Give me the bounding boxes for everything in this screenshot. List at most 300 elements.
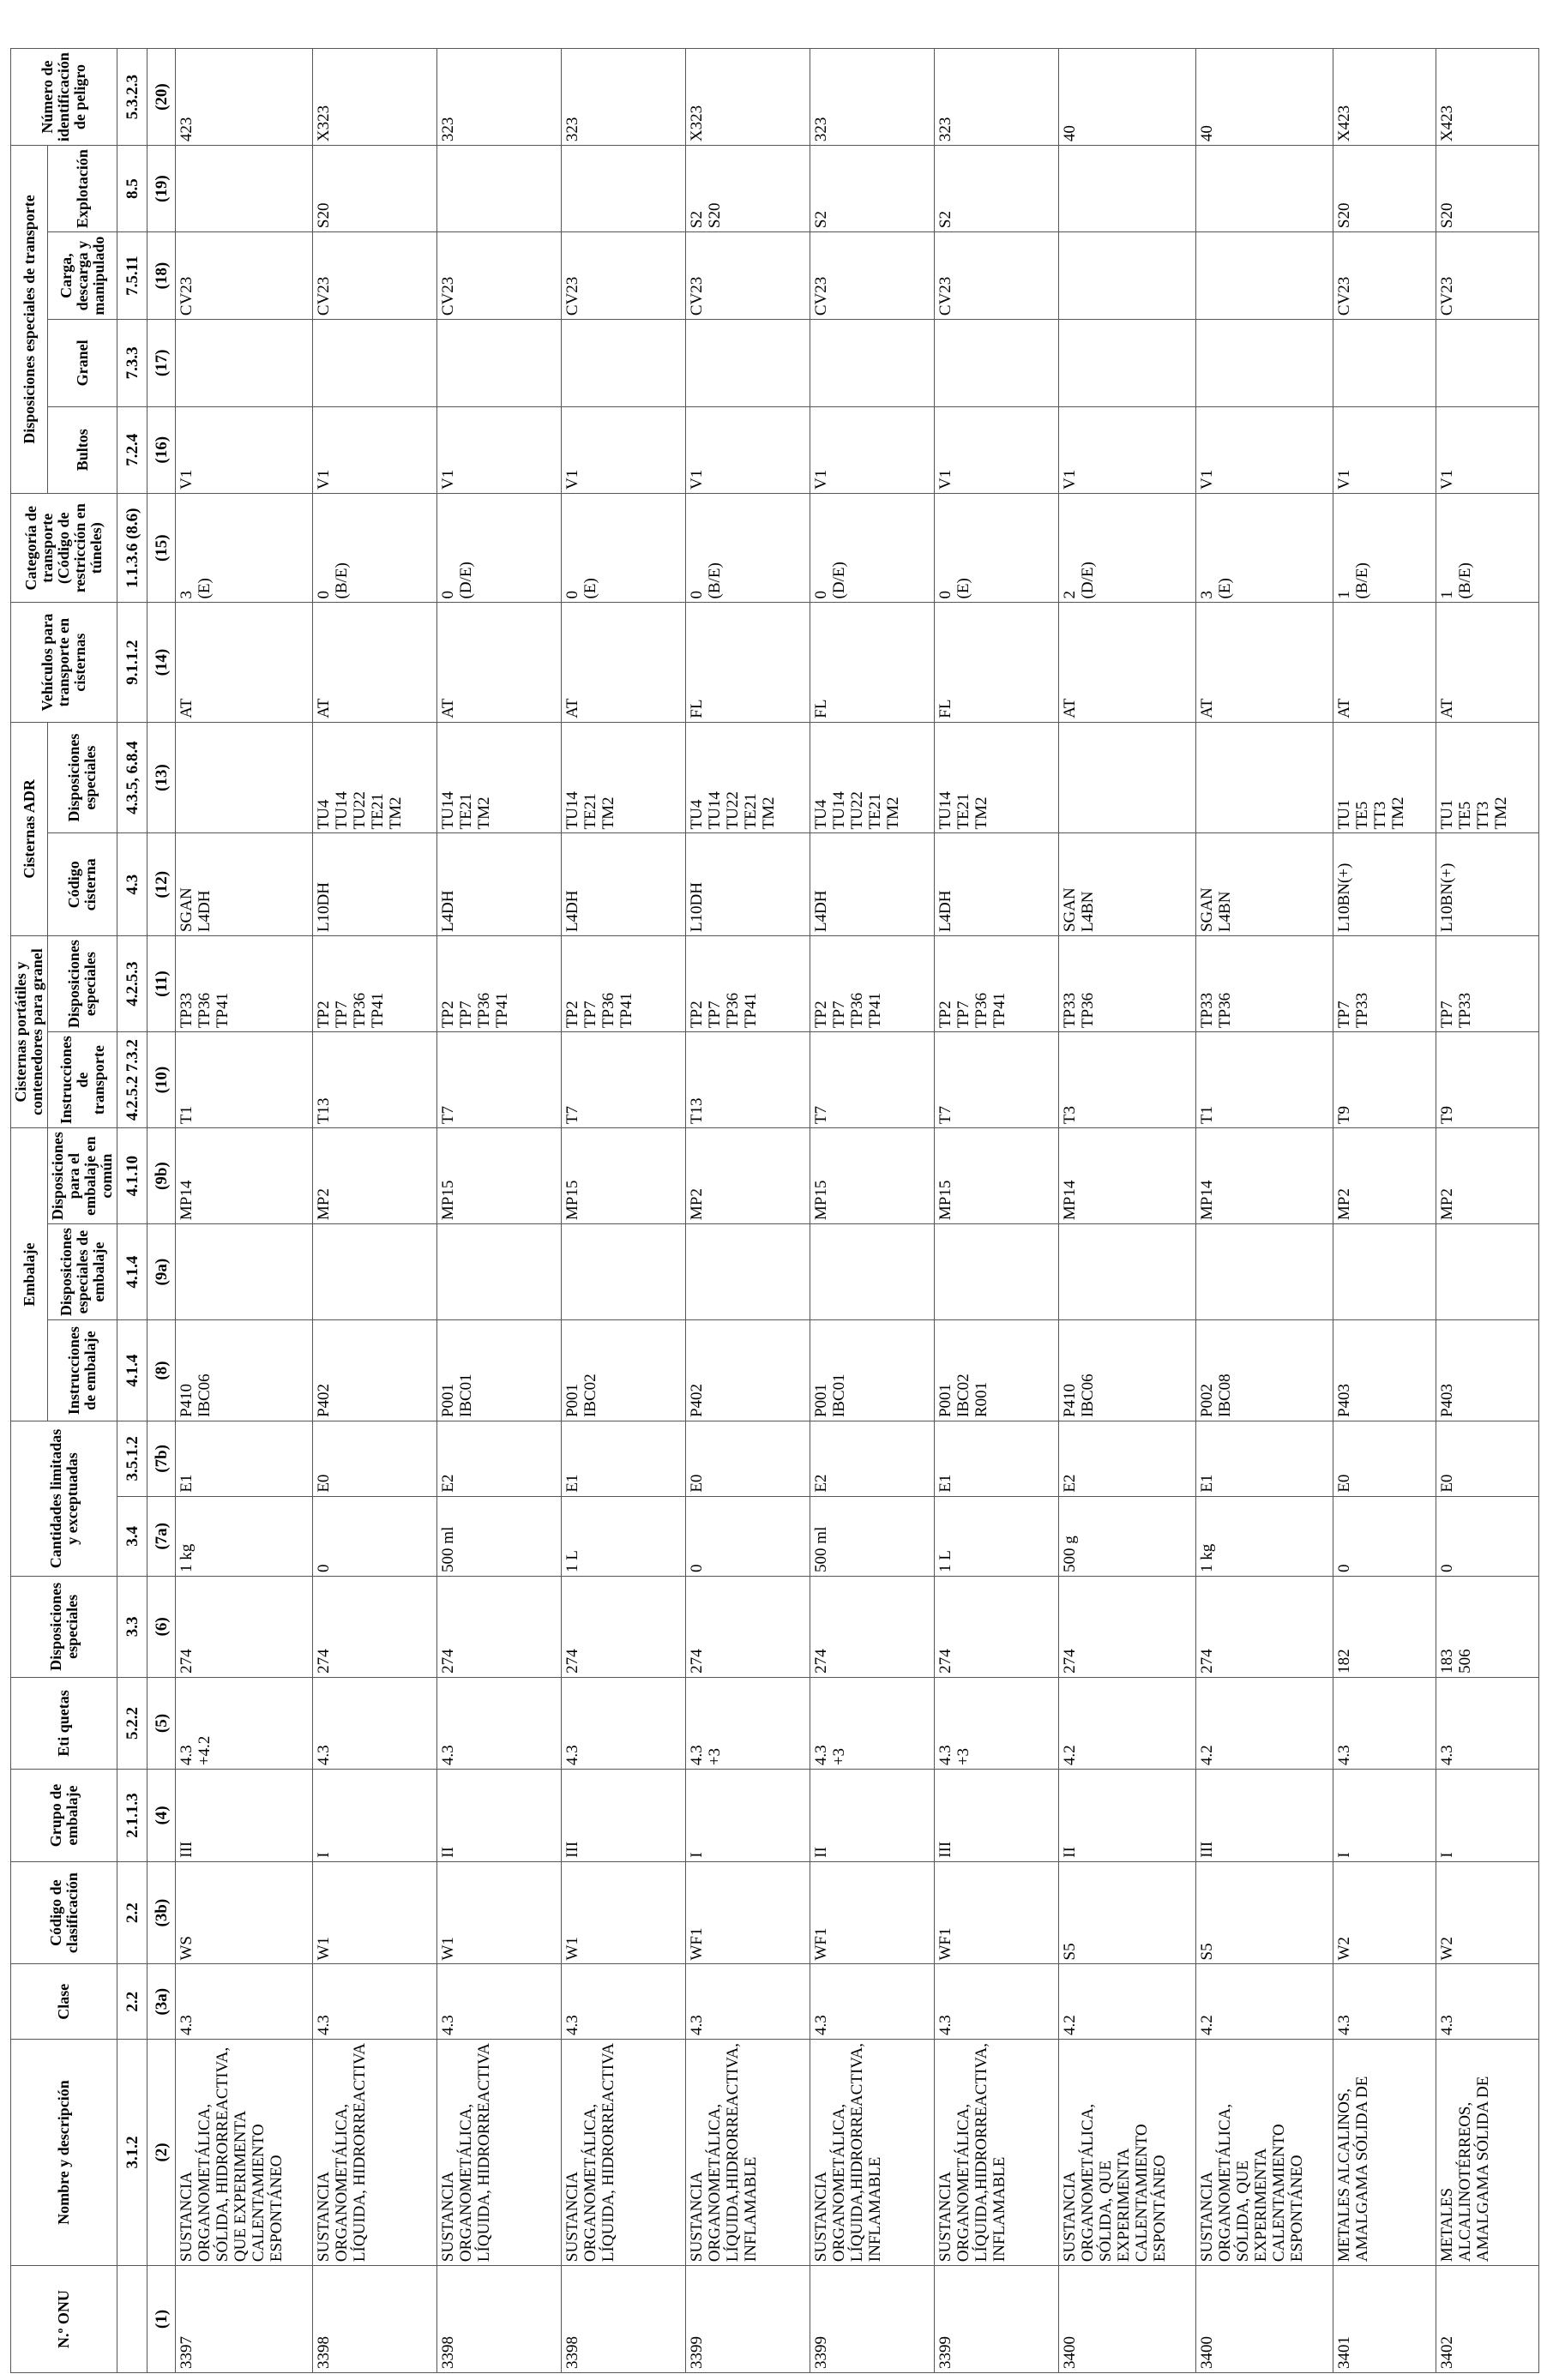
table-cell: [1196, 1224, 1333, 1320]
table-cell: MP14: [1059, 1128, 1196, 1224]
table-cell: SUSTANCIA ORGANOMETÁLICA, LÍQUIDA, HIDRORREACTIVA: [562, 2039, 686, 2265]
table-cell: MP14: [1196, 1128, 1333, 1224]
table-cell: MP2: [313, 1128, 437, 1224]
table-cell: 4.3: [176, 1964, 313, 2039]
reference-cell: 4.1.4: [117, 1320, 147, 1421]
table-cell: SGAN L4BN: [1059, 833, 1196, 936]
reference-cell: 2.2: [117, 1861, 147, 1964]
table-cell: E2: [810, 1421, 935, 1497]
table-cell: T9: [1436, 1032, 1539, 1128]
table-cell: 274: [810, 1576, 935, 1677]
column-code-cell: (7a): [147, 1496, 176, 1576]
table-cell: WF1: [686, 1861, 810, 1964]
table-cell: W2: [1333, 1861, 1436, 1964]
table-cell: 4.3 +4.2: [176, 1677, 313, 1769]
header-mixed-packing: Disposiciones para el embalaje en común: [48, 1128, 117, 1224]
table-cell: 3400: [1196, 2266, 1333, 2373]
table-cell: 40: [1059, 49, 1196, 146]
table-cell: 500 g: [1059, 1496, 1196, 1576]
table-cell: TU14 TE21 TM2: [437, 722, 562, 833]
table-cell: 0 (D/E): [437, 493, 562, 602]
table-cell: 4.2: [1059, 1964, 1196, 2039]
table-cell: TP33 TP36 TP41: [176, 936, 313, 1032]
table-cell: E1: [935, 1421, 1059, 1497]
table-cell: 0 (B/E): [313, 493, 437, 602]
table-cell: E0: [686, 1421, 810, 1497]
table-cell: 182: [1333, 1576, 1436, 1677]
table-cell: P001 IBC02 R001: [935, 1320, 1059, 1421]
table-cell: [562, 320, 686, 406]
table-cell: T1: [176, 1032, 313, 1128]
table-cell: II: [810, 1770, 935, 1862]
table-cell: L10BN(+): [1436, 833, 1539, 936]
table-cell: L4DH: [437, 833, 562, 936]
header-adr-tank-special-provisions: Disposiciones especiales: [48, 722, 117, 833]
header-hazard-id: Número de identificación de peligro: [11, 49, 117, 146]
table-cell: [1333, 320, 1436, 406]
table-cell: [686, 1224, 810, 1320]
column-code-cell: (8): [147, 1320, 176, 1421]
table-cell: 1 L: [935, 1496, 1059, 1576]
table-cell: 274: [562, 1576, 686, 1677]
column-code-cell: (14): [147, 603, 176, 722]
table-cell: S2: [935, 146, 1059, 232]
table-cell: S5: [1196, 1861, 1333, 1964]
column-code-cell: (9a): [147, 1224, 176, 1320]
header-packing-group: Grupo de embalaje: [11, 1770, 117, 1862]
table-cell: III: [935, 1770, 1059, 1862]
table-cell: 1 L: [562, 1496, 686, 1576]
table-cell: W2: [1436, 1861, 1539, 1964]
table-cell: WF1: [935, 1861, 1059, 1964]
table-cell: 274: [1196, 1576, 1333, 1677]
table-cell: SGAN L4DH: [176, 833, 313, 936]
table-cell: 4.3: [313, 1964, 437, 2039]
table-cell: 0 (B/E): [686, 493, 810, 602]
column-code-cell: (1): [147, 2266, 176, 2373]
column-code-cell: (3b): [147, 1861, 176, 1964]
column-code-cell: (10): [147, 1032, 176, 1128]
table-cell: CV23: [1333, 232, 1436, 320]
table-cell: X423: [1333, 49, 1436, 146]
table-cell: TU1 TE5 TT3 TM2: [1436, 722, 1539, 833]
table-cell: X323: [686, 49, 810, 146]
table-cell: 3398: [437, 2266, 562, 2373]
table-cell: 3 (E): [1196, 493, 1333, 602]
table-cell: 3401: [1333, 2266, 1436, 2373]
column-code-cell: (6): [147, 1576, 176, 1677]
table-cell: 323: [437, 49, 562, 146]
table-cell: TU4 TU14 TU22 TE21 TM2: [313, 722, 437, 833]
table-cell: 3399: [935, 2266, 1059, 2373]
table-cell: V1: [1059, 406, 1196, 493]
table-cell: 3399: [810, 2266, 935, 2373]
table-cell: METALES ALCALINOS, AMALGAMA SÓLIDA DE: [1333, 2039, 1436, 2265]
table-cell: TP2 TP7 TP36 TP41: [686, 936, 810, 1032]
column-code-cell: (15): [147, 493, 176, 602]
table-cell: E0: [1436, 1421, 1539, 1497]
table-cell: 4.2: [1196, 1677, 1333, 1769]
table-cell: MP15: [437, 1128, 562, 1224]
reference-cell: 4.3: [117, 833, 147, 936]
table-cell: CV23: [686, 232, 810, 320]
table-cell: T3: [1059, 1032, 1196, 1128]
table-cell: L10DH: [686, 833, 810, 936]
table-cell: P001 IBC01: [437, 1320, 562, 1421]
table-cell: [1196, 146, 1333, 232]
table-cell: 274: [176, 1576, 313, 1677]
table-cell: FL: [935, 603, 1059, 722]
table-row: [686, 49, 810, 2373]
table-cell: 4.3 +3: [935, 1677, 1059, 1769]
table-cell: P402: [686, 1320, 810, 1421]
sheet-inner: [10, 48, 1539, 2373]
table-cell: CV23: [1436, 232, 1539, 320]
header-packaging-group: Embalaje: [11, 1128, 48, 1421]
table-cell: 4.3: [562, 1964, 686, 2039]
table-cell: 3 (E): [176, 493, 313, 602]
table-row: [313, 49, 437, 2373]
table-cell: 0 (E): [562, 493, 686, 602]
table-cell: 4.3: [810, 1964, 935, 2039]
table-cell: S2 S20: [686, 146, 810, 232]
header-special-provisions: Disposiciones especiales: [11, 1576, 117, 1677]
table-cell: SUSTANCIA ORGANOMETÁLICA, SÓLIDA, HIDRORREACTIVA, QUE EXPERIMENTA CALENTAMIENTO ESPONTÁNEO: [176, 2039, 313, 2265]
table-cell: AT: [313, 603, 437, 722]
table-cell: [437, 320, 562, 406]
table-cell: I: [313, 1770, 437, 1862]
table-cell: 4.3: [1436, 1964, 1539, 2039]
table-row: [1436, 49, 1539, 2373]
table-cell: S20: [1436, 146, 1539, 232]
header-packing-instructions: Instrucciones de embalaje: [48, 1320, 117, 1421]
table-cell: TP2 TP7 TP36 TP41: [562, 936, 686, 1032]
table-cell: L10DH: [313, 833, 437, 936]
reference-cell: 1.1.3.6 (8.6): [117, 493, 147, 602]
table-cell: L4DH: [810, 833, 935, 936]
table-cell: 2 (D/E): [1059, 493, 1196, 602]
table-cell: S20: [313, 146, 437, 232]
table-cell: WF1: [810, 1861, 935, 1964]
table-cell: AT: [1059, 603, 1196, 722]
table-cell: V1: [1196, 406, 1333, 493]
table-cell: E1: [176, 1421, 313, 1497]
table-cell: SUSTANCIA ORGANOMETÁLICA, LÍQUIDA, HIDRORREACTIVA: [313, 2039, 437, 2265]
table-cell: S2: [810, 146, 935, 232]
table-cell: [810, 320, 935, 406]
column-code-cell: (5): [147, 1677, 176, 1769]
dangerous-goods-table: [10, 48, 1539, 2373]
table-cell: 3398: [313, 2266, 437, 2373]
table-cell: 500 ml: [437, 1496, 562, 1576]
table-cell: L4DH: [935, 833, 1059, 936]
table-cell: P002 IBC08: [1196, 1320, 1333, 1421]
reference-cell: 2.1.1.3: [117, 1770, 147, 1862]
table-cell: 4.3 +3: [810, 1677, 935, 1769]
table-cell: 4.3: [1333, 1964, 1436, 2039]
header-special-transport-group: Disposiciones especiales de transporte: [11, 146, 48, 494]
table-cell: SUSTANCIA ORGANOMETÁLICA, LÍQUIDA,HIDRORREACTIVA, INFLAMABLE: [935, 2039, 1059, 2265]
column-code-cell: (16): [147, 406, 176, 493]
table-row: [810, 49, 935, 2373]
header-name: Nombre y descripción: [11, 2039, 117, 2265]
table-cell: P403: [1436, 1320, 1539, 1421]
header-tank-special-provisions: Disposiciones especiales: [48, 936, 117, 1032]
table-cell: AT: [437, 603, 562, 722]
table-cell: CV23: [313, 232, 437, 320]
table-cell: MP2: [686, 1128, 810, 1224]
table-cell: [1333, 1224, 1436, 1320]
table-cell: [935, 320, 1059, 406]
table-cell: [562, 1224, 686, 1320]
table-cell: TP2 TP7 TP36 TP41: [437, 936, 562, 1032]
table-cell: 4.2: [1196, 1964, 1333, 2039]
table-cell: 500 ml: [810, 1496, 935, 1576]
table-cell: [1436, 320, 1539, 406]
table-cell: 323: [935, 49, 1059, 146]
table-cell: SUSTANCIA ORGANOMETÁLICA, LÍQUIDA,HIDRORREACTIVA, INFLAMABLE: [686, 2039, 810, 2265]
table-cell: E1: [1196, 1421, 1333, 1497]
table-cell: [1059, 146, 1196, 232]
header-bulk: Granel: [48, 320, 117, 406]
reference-cell: 5.3.2.3: [117, 49, 147, 146]
reference-cell: 3.3: [117, 1576, 147, 1677]
table-cell: 0: [1436, 1496, 1539, 1576]
reference-cell: 9.1.1.2: [117, 603, 147, 722]
table-cell: L10BN(+): [1333, 833, 1436, 936]
table-cell: W1: [313, 1861, 437, 1964]
table-cell: T13: [313, 1032, 437, 1128]
table-cell: S20: [1333, 146, 1436, 232]
table-cell: TU4 TU14 TU22 TE21 TM2: [686, 722, 810, 833]
table-cell: V1: [562, 406, 686, 493]
table-cell: E1: [562, 1421, 686, 1497]
table-cell: P402: [313, 1320, 437, 1421]
header-un-no: N.º ONU: [11, 2266, 117, 2373]
table-cell: [1059, 722, 1196, 833]
table-cell: T1: [1196, 1032, 1333, 1128]
table-cell: AT: [1196, 603, 1333, 722]
table-cell: 0: [1333, 1496, 1436, 1576]
table-cell: P410 IBC06: [176, 1320, 313, 1421]
table-cell: 274: [313, 1576, 437, 1677]
table-cell: MP15: [810, 1128, 935, 1224]
table-cell: FL: [810, 603, 935, 722]
reference-cell: 7.3.3: [117, 320, 147, 406]
table-cell: WS: [176, 1861, 313, 1964]
reference-cell: [117, 2266, 147, 2373]
table-cell: [176, 146, 313, 232]
column-code-cell: (17): [147, 320, 176, 406]
table-cell: 0 (D/E): [810, 493, 935, 602]
table-cell: I: [1436, 1770, 1539, 1862]
table-cell: 3398: [562, 2266, 686, 2373]
header-tank-instructions: Instrucciones de transporte: [48, 1032, 117, 1128]
table-cell: 4.3: [562, 1677, 686, 1769]
reference-cell: 4.2.5.2 7.3.2: [117, 1032, 147, 1128]
table-cell: 1 (B/E): [1436, 493, 1539, 602]
table-cell: 40: [1196, 49, 1333, 146]
header-class: Clase: [11, 1964, 117, 2039]
table-cell: W1: [437, 1861, 562, 1964]
table-cell: CV23: [810, 232, 935, 320]
table-cell: TU1 TE5 TT3 TM2: [1333, 722, 1436, 833]
header-special-packing-provisions: Disposiciones especiales de embalaje: [48, 1224, 117, 1320]
reference-cell: 3.4: [117, 1496, 147, 1576]
table-cell: 4.3: [686, 1964, 810, 2039]
column-code-cell: (9b): [147, 1128, 176, 1224]
table-cell: E2: [1059, 1421, 1196, 1497]
table-cell: [1196, 722, 1333, 833]
table-cell: T7: [437, 1032, 562, 1128]
table-cell: T13: [686, 1032, 810, 1128]
table-cell: 4.3: [437, 1964, 562, 2039]
table-cell: 323: [810, 49, 935, 146]
table-cell: 3400: [1059, 2266, 1196, 2373]
header-limited-quantities: Cantidades limitadas y exceptuadas: [11, 1421, 117, 1577]
header-adr-tanks-group: Cisternas ADR: [11, 722, 48, 935]
reference-cell: 4.1.10: [117, 1128, 147, 1224]
table-cell: V1: [176, 406, 313, 493]
table-cell: TP2 TP7 TP36 TP41: [313, 936, 437, 1032]
table-cell: [1436, 1224, 1539, 1320]
reference-cell: 8.5: [117, 146, 147, 232]
table-cell: 0: [313, 1496, 437, 1576]
header-labels: Eti quetas: [11, 1677, 117, 1769]
table-body: [176, 49, 1539, 2373]
table-row: [1059, 49, 1196, 2373]
table-cell: 274: [1059, 1576, 1196, 1677]
table-cell: V1: [935, 406, 1059, 493]
table-cell: AT: [176, 603, 313, 722]
table-cell: P001 IBC01: [810, 1320, 935, 1421]
table-row: [1333, 49, 1436, 2373]
table-cell: AT: [1333, 603, 1436, 722]
table-cell: 423: [176, 49, 313, 146]
table-cell: MP2: [1436, 1128, 1539, 1224]
table-cell: III: [1196, 1770, 1333, 1862]
table-cell: E0: [313, 1421, 437, 1497]
table-row: [562, 49, 686, 2373]
table-cell: [1196, 232, 1333, 320]
table-cell: 4.3 +3: [686, 1677, 810, 1769]
table-cell: I: [686, 1770, 810, 1862]
table-cell: TP33 TP36: [1059, 936, 1196, 1032]
table-cell: [810, 1224, 935, 1320]
table-cell: V1: [313, 406, 437, 493]
column-code-cell: (7b): [147, 1421, 176, 1497]
table-cell: W1: [562, 1861, 686, 1964]
table-cell: [176, 1224, 313, 1320]
table-cell: [935, 1224, 1059, 1320]
table-cell: SGAN L4BN: [1196, 833, 1333, 936]
column-code-cell: (19): [147, 146, 176, 232]
table-cell: V1: [1333, 406, 1436, 493]
table-cell: 3402: [1436, 2266, 1539, 2373]
reference-cell: 2.2: [117, 1964, 147, 2039]
table-cell: 1 (B/E): [1333, 493, 1436, 602]
table-cell: [562, 146, 686, 232]
table-cell: V1: [686, 406, 810, 493]
table-cell: SUSTANCIA ORGANOMETÁLICA, LÍQUIDA, HIDRORREACTIVA: [437, 2039, 562, 2265]
table-cell: P410 IBC06: [1059, 1320, 1196, 1421]
table-cell: 1 kg: [1196, 1496, 1333, 1576]
table-cell: V1: [437, 406, 562, 493]
table-cell: [176, 722, 313, 833]
reference-cell: 4.2.5.3: [117, 936, 147, 1032]
table-cell: 4.2: [1059, 1677, 1196, 1769]
table-row: [437, 49, 562, 2373]
table-cell: SUSTANCIA ORGANOMETÁLICA, SÓLIDA, QUE EXPERIMENTA CALENTAMIENTO ESPONTÁNEO: [1059, 2039, 1196, 2265]
table-cell: III: [562, 1770, 686, 1862]
table-cell: 4.3: [935, 1964, 1059, 2039]
header-loading: Carga, descarga y manipulado: [48, 232, 117, 320]
reference-cell: 7.2.4: [117, 406, 147, 493]
table-cell: TP2 TP7 TP36 TP41: [935, 936, 1059, 1032]
header-row-top: [11, 49, 48, 2373]
table-cell: T7: [810, 1032, 935, 1128]
table-cell: 274: [686, 1576, 810, 1677]
column-code-row: [147, 49, 176, 2373]
table-cell: E2: [437, 1421, 562, 1497]
table-cell: TP7 TP33: [1436, 936, 1539, 1032]
table-cell: II: [1059, 1770, 1196, 1862]
table-cell: TU4 TU14 TU22 TE21 TM2: [810, 722, 935, 833]
table-cell: 4.3: [313, 1677, 437, 1769]
table-cell: CV23: [176, 232, 313, 320]
table-cell: P403: [1333, 1320, 1436, 1421]
table-cell: MP14: [176, 1128, 313, 1224]
table-cell: [313, 1224, 437, 1320]
table-cell: III: [176, 1770, 313, 1862]
table-cell: X323: [313, 49, 437, 146]
table-cell: 3397: [176, 2266, 313, 2373]
reference-cell: 3.1.2: [117, 2039, 147, 2265]
reference-cell: 5.2.2: [117, 1677, 147, 1769]
table-cell: [437, 1224, 562, 1320]
table-cell: T7: [935, 1032, 1059, 1128]
column-code-cell: (11): [147, 936, 176, 1032]
table-cell: CV23: [562, 232, 686, 320]
table-cell: TU14 TE21 TM2: [562, 722, 686, 833]
table-cell: FL: [686, 603, 810, 722]
column-code-cell: (20): [147, 49, 176, 146]
table-cell: SUSTANCIA ORGANOMETÁLICA, LÍQUIDA,HIDRORREACTIVA, INFLAMABLE: [810, 2039, 935, 2265]
table-cell: II: [437, 1770, 562, 1862]
header-tank-code: Código cisterna: [48, 833, 117, 936]
table-row: [935, 49, 1059, 2373]
table-cell: [1059, 320, 1196, 406]
table-cell: CV23: [437, 232, 562, 320]
table-cell: MP15: [562, 1128, 686, 1224]
table-cell: [1059, 1224, 1196, 1320]
table-row: [1196, 49, 1333, 2373]
table-cell: AT: [562, 603, 686, 722]
table-cell: L4DH: [562, 833, 686, 936]
table-cell: TU14 TE21 TM2: [935, 722, 1059, 833]
header-packages: Bultos: [48, 406, 117, 493]
table-cell: [1059, 232, 1196, 320]
table-cell: P001 IBC02: [562, 1320, 686, 1421]
column-code-cell: (13): [147, 722, 176, 833]
table-cell: [313, 320, 437, 406]
table-cell: E0: [1333, 1421, 1436, 1497]
table-cell: 274: [437, 1576, 562, 1677]
column-code-cell: (12): [147, 833, 176, 936]
table-cell: [176, 320, 313, 406]
table-cell: X423: [1436, 49, 1539, 146]
reference-cell: 4.1.4: [117, 1224, 147, 1320]
